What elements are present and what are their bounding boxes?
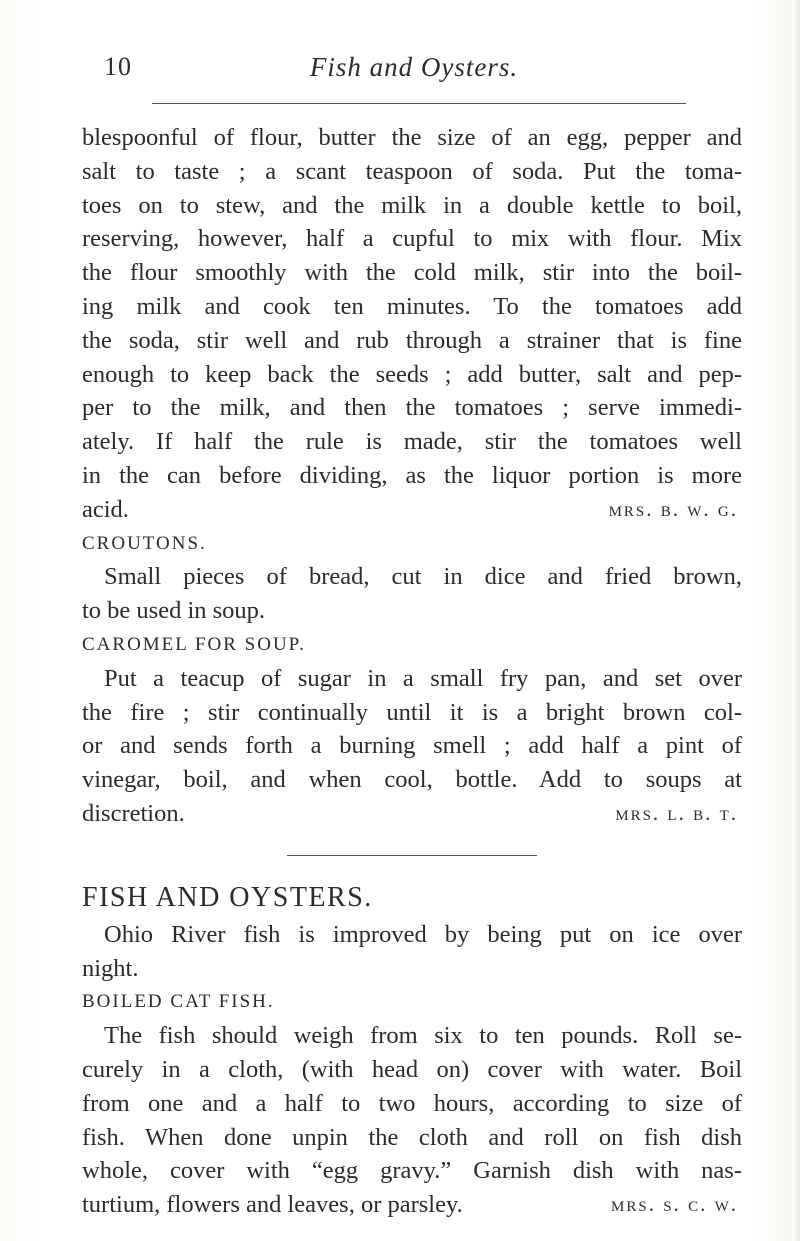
text-line: the soda, stir well and rub through a strainer that is fine: [82, 326, 742, 354]
text-line: the fire ; stir continually until it is a bright brown col-: [82, 698, 742, 726]
caromel-heading: CAROMEL FOR SOUP.: [82, 633, 306, 655]
recipe-ending: [82, 797, 742, 831]
text-line: vinegar, boil, and when cool, bottle. Add to soups at: [82, 766, 742, 794]
recipe-signature: mrs. l. b. t.: [615, 800, 738, 825]
boiled-cat-fish-recipe: [82, 1019, 742, 1222]
text-line: salt to taste ; a scant teaspoon of soda. Put the toma-: [82, 157, 742, 185]
recipe-ending: [82, 493, 742, 527]
text-line: whole, cover with “egg gravy.” Garnish dish with nas-: [82, 1157, 742, 1185]
text-line: acid.: [82, 495, 129, 523]
text-line: discretion.: [82, 799, 185, 827]
text-line: Ohio River fish is improved by being put on ice over: [104, 920, 742, 948]
text-line: ing milk and cook ten minutes. To the tomatoes add: [82, 292, 742, 320]
text-line: blespoonful of flour, butter the size of an egg, pepper and: [82, 124, 742, 151]
fish-intro: [82, 918, 742, 986]
text-line: curely in a cloth, (with head on) cover with water. Boil: [82, 1055, 742, 1083]
header-rule: [152, 103, 686, 104]
text-line: toes on to stew, and the milk in a double kettle to boil,: [82, 191, 742, 219]
text-line: reserving, however, half a cupful to mix with flour. Mix: [82, 225, 742, 253]
section-title: FISH AND OYSTERS.: [82, 881, 373, 913]
text-line: turtium, flowers and leaves, or parsley.: [82, 1191, 463, 1219]
page-body: [82, 121, 742, 1222]
caromel-recipe: [82, 662, 742, 831]
page-number: 10: [104, 52, 132, 81]
text-line: fish. When done unpin the cloth and roll on fish dish: [82, 1123, 742, 1151]
text-line: Small pieces of bread, cut in dice and fried brown,: [104, 563, 742, 591]
page-header: [104, 52, 724, 92]
text-line: per to the milk, and then the tomatoes ; serve immedi-: [82, 394, 742, 422]
text-line: the flour smoothly with the cold milk, stir into the boil-: [82, 259, 742, 287]
text-line: to be used in soup.: [82, 597, 266, 625]
text-line: from one and a half to two hours, according to size of: [82, 1089, 742, 1117]
recipe-signature: mrs. b. w. g.: [608, 496, 738, 521]
running-title: Fish and Oysters.: [309, 52, 519, 82]
text-line: night.: [82, 954, 139, 982]
croutons-heading: CROUTONS.: [82, 532, 207, 554]
boiled-cat-fish-heading: BOILED CAT FISH.: [82, 991, 275, 1013]
text-line: or and sends forth a burning smell ; add half a pint of: [82, 732, 742, 760]
text-line: Put a teacup of sugar in a small fry pan, and set over: [104, 664, 742, 692]
text-line: ately. If half the rule is made, stir the tomatoes well: [82, 428, 742, 456]
croutons-recipe: [82, 560, 742, 628]
page-edge-shadow: [792, 0, 800, 1241]
text-line: enough to keep back the seeds ; add butter, salt and pep-: [82, 360, 742, 388]
text-line: The fish should weigh from six to ten pounds. Roll se-: [104, 1022, 742, 1050]
recipe-ending: [82, 1188, 742, 1222]
text-line: in the can before dividing, as the liquor portion is more: [82, 461, 742, 489]
section-divider: [287, 855, 537, 856]
recipe-signature: mrs. s. c. w.: [611, 1192, 738, 1217]
tomato-soup-recipe: [82, 121, 742, 527]
